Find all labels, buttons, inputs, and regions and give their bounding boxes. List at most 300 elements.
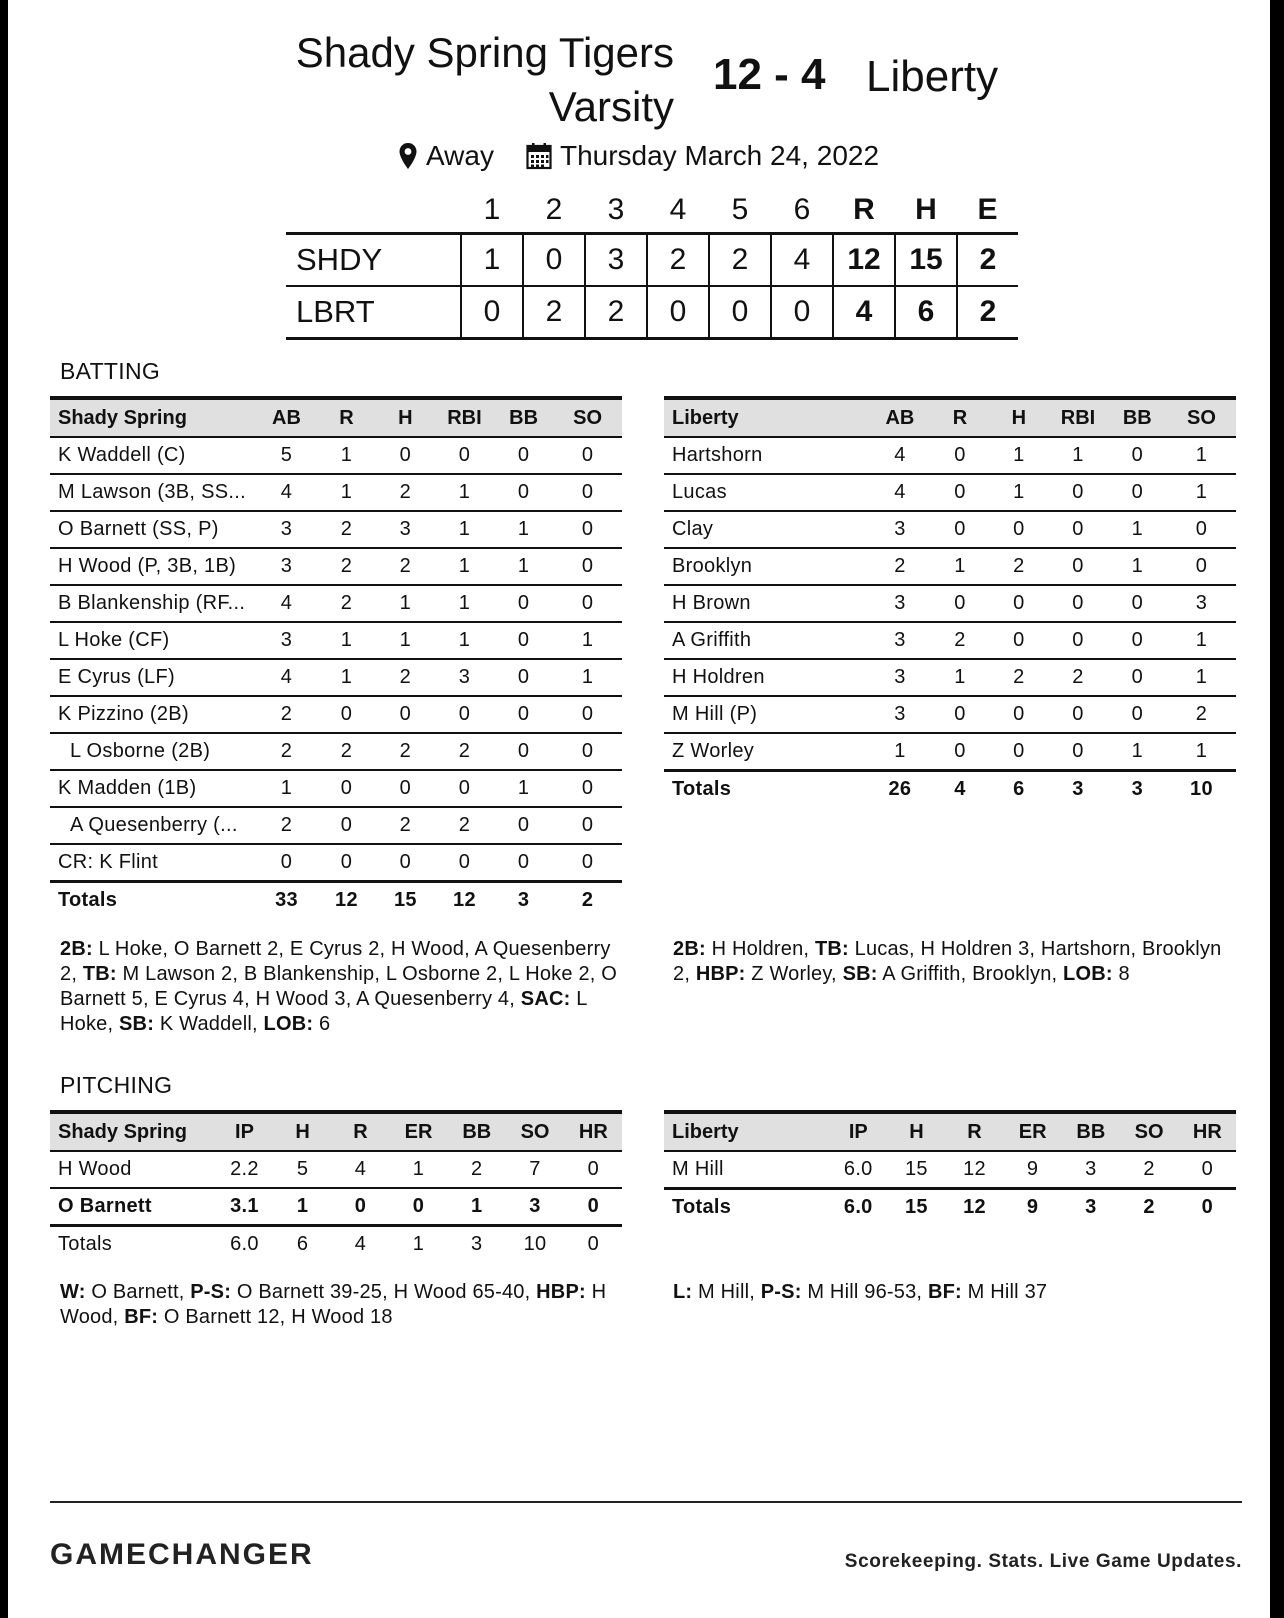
stat-value: 12: [963, 1158, 986, 1180]
total-value: 3: [1085, 1196, 1097, 1218]
player-row: [664, 585, 1236, 622]
stat-value: 1: [894, 740, 906, 762]
note-label: TB:: [82, 963, 117, 985]
stat-value: 1: [1195, 444, 1208, 466]
player-row: [664, 696, 1236, 733]
totals-row: [50, 882, 622, 919]
col-header: AB: [272, 406, 301, 429]
stat-value: 1: [517, 555, 530, 577]
stat-value: 7: [529, 1158, 541, 1180]
inning-score: 3: [585, 234, 647, 287]
inning-score: 4: [771, 234, 833, 287]
col-header: H: [398, 406, 413, 429]
stat-value: 4: [894, 481, 906, 503]
total-value: 12: [963, 1196, 986, 1218]
location-pin-icon: [398, 142, 418, 170]
player-name: H Holdren: [672, 666, 765, 688]
note-label: P-S:: [760, 1281, 802, 1303]
stat-value: 3: [280, 629, 293, 651]
stat-value: 0: [1072, 592, 1084, 614]
calendar-icon: [526, 142, 552, 170]
stat-value: 3: [894, 703, 906, 725]
note-text: L Hoke, O Barnett 2, E Cyrus 2, H Wood, A Quesenberry 2,: [60, 938, 617, 985]
stat-value: 0: [458, 703, 471, 725]
inning-score: 2: [523, 286, 585, 339]
stat-value: 3: [399, 518, 412, 540]
inning-header: 5: [731, 193, 749, 226]
note-text: L Hoke,: [60, 988, 593, 1035]
col-header: HR: [1192, 1120, 1222, 1143]
inning-header: 1: [483, 193, 501, 226]
player-row: [50, 585, 622, 622]
player-row: [50, 548, 622, 585]
stat-value: 4: [894, 444, 906, 466]
stat-value: 1: [458, 592, 471, 614]
player-row: [664, 733, 1236, 771]
player-name: H Wood: [58, 1158, 132, 1180]
player-name: Hartshorn: [672, 444, 763, 466]
total-value: 6.0: [843, 1196, 873, 1218]
stat-value: 0: [954, 481, 966, 503]
stat-value: 0: [1131, 481, 1144, 503]
player-row: [664, 548, 1236, 585]
inning-score: 2: [585, 286, 647, 339]
total-value: 6: [296, 1233, 309, 1255]
stat-value: 3: [894, 592, 906, 614]
stat-value: 0: [517, 703, 530, 725]
linescore-table: [286, 188, 1018, 340]
linescore-team: SHDY: [296, 242, 383, 277]
player-row: [50, 1151, 622, 1188]
stat-value: 2: [399, 740, 412, 762]
col-header: ER: [404, 1120, 433, 1143]
player-name: K Pizzino (2B): [58, 703, 189, 725]
player-row: [664, 437, 1236, 474]
note-label: HBP:: [536, 1281, 586, 1303]
gamechanger-logo: GAMECHANGER: [50, 1538, 314, 1571]
total-value: 0: [587, 1233, 600, 1255]
inning-score: 0: [709, 286, 771, 339]
note-label: SAC:: [520, 988, 571, 1010]
col-header: BB: [1076, 1120, 1106, 1143]
player-name: M Lawson (3B, SS...: [58, 481, 246, 503]
col-header: SO: [1187, 406, 1216, 429]
stat-value: 2: [458, 814, 471, 836]
totals-row: [50, 1226, 622, 1263]
stat-value: 0: [517, 444, 530, 466]
inning-score: 2: [709, 234, 771, 287]
col-header: IP: [235, 1120, 254, 1143]
note-text: O Barnett,: [85, 1281, 191, 1303]
stat-value: 1: [340, 629, 353, 651]
stat-value: 1: [296, 1195, 309, 1217]
stat-value: 0: [581, 814, 594, 836]
player-name: B Blankenship (RF...: [58, 592, 246, 614]
player-row: [664, 511, 1236, 548]
col-header: RBI: [1060, 406, 1096, 429]
stat-value: 2: [280, 740, 293, 762]
stat-value: 4: [280, 666, 293, 688]
game-date: Thursday March 24, 2022: [559, 140, 880, 171]
stat-value: 4: [280, 481, 293, 503]
stat-value: 1: [517, 777, 530, 799]
stat-value: 9: [1026, 1158, 1039, 1180]
stat-value: 3: [1195, 592, 1208, 614]
stat-value: 1: [581, 666, 594, 688]
stat-value: 3: [280, 518, 293, 540]
totals-label: Totals: [672, 778, 732, 800]
inning-score: 0: [647, 286, 709, 339]
totals-row: [664, 771, 1236, 808]
player-row: [50, 696, 622, 733]
stat-value: 4: [280, 592, 293, 614]
total-value: 10: [1190, 778, 1213, 800]
team-header: Shady Spring: [58, 406, 187, 429]
note-text: M Hill,: [692, 1281, 761, 1303]
stat-value: 2: [1195, 703, 1208, 725]
col-header: AB: [885, 406, 915, 429]
col-header: RBI: [447, 406, 482, 429]
stat-value: 1: [1195, 666, 1208, 688]
runs-total: 4: [833, 286, 895, 339]
stat-value: 2: [280, 703, 293, 725]
total-value: 2: [1143, 1196, 1155, 1218]
inning-score: 0: [461, 286, 523, 339]
stat-value: 0: [954, 740, 966, 762]
note-text: M Hill 96-53,: [801, 1281, 928, 1303]
player-name: Brooklyn: [672, 555, 753, 577]
inning-score: 0: [771, 286, 833, 339]
stat-value: 3: [894, 666, 906, 688]
player-row: [50, 844, 622, 882]
stat-value: 1: [340, 444, 353, 466]
stat-value: 0: [458, 851, 471, 873]
stat-value: 0: [1072, 740, 1084, 762]
totals-row: [664, 1189, 1236, 1226]
col-header: SO: [520, 1120, 550, 1143]
col-header: R: [952, 406, 968, 429]
total-value: 3: [1131, 778, 1144, 800]
player-name: K Waddell (C): [58, 444, 186, 466]
player-row: [50, 770, 622, 807]
stat-value: 15: [904, 1158, 928, 1180]
player-row: [50, 622, 622, 659]
note-text: H Holdren,: [705, 938, 815, 960]
home-team-name: [296, 26, 674, 134]
note-text: 6: [313, 1013, 331, 1035]
stat-value: 1: [954, 666, 966, 688]
total-value: 4: [354, 1233, 367, 1255]
errors-total: 2: [957, 286, 1018, 339]
footer-divider: [50, 1501, 1242, 1503]
batting-section-title: BATTING: [60, 358, 161, 384]
stat-value: 0: [1201, 1158, 1214, 1180]
stat-value: 0: [1131, 444, 1144, 466]
player-name: H Brown: [672, 592, 751, 614]
stat-value: 2: [399, 666, 412, 688]
player-name: Z Worley: [672, 740, 755, 762]
inning-header: 4: [669, 193, 687, 226]
note-label: W:: [60, 1281, 86, 1303]
stat-value: 2: [399, 481, 412, 503]
pitching-table-away: [664, 1110, 1236, 1225]
stat-value: 3: [280, 555, 293, 577]
stat-value: 0: [1072, 629, 1084, 651]
note-label: TB:: [814, 938, 849, 960]
total-value: 26: [888, 778, 912, 800]
note-label: LOB:: [263, 1013, 314, 1035]
batting-header-row: [664, 398, 1236, 437]
col-header: H: [295, 1120, 310, 1143]
total-value: 10: [523, 1233, 547, 1255]
note-text: K Waddell,: [154, 1013, 264, 1035]
stat-value: 0: [1131, 666, 1144, 688]
stat-value: 0: [399, 444, 412, 466]
note-label: P-S:: [190, 1281, 232, 1303]
note-text: 8: [1112, 963, 1130, 985]
stat-value: 1: [954, 555, 966, 577]
total-value: 3: [471, 1233, 483, 1255]
stat-value: 0: [412, 1195, 425, 1217]
player-row: [50, 733, 622, 770]
player-name: M Hill (P): [672, 703, 758, 725]
stat-value: 1: [1072, 444, 1084, 466]
stat-value: 1: [471, 1195, 483, 1217]
player-row: [664, 1151, 1236, 1189]
stat-value: 1: [399, 592, 412, 614]
total-value: 2: [581, 889, 594, 911]
total-value: 6: [1013, 778, 1025, 800]
stat-value: 1: [1013, 444, 1025, 466]
pitching-table-home: [50, 1110, 622, 1262]
total-value: 6.0: [230, 1233, 259, 1255]
hits-header: H: [915, 193, 937, 226]
stat-value: 3: [529, 1195, 541, 1217]
stat-value: 0: [399, 777, 412, 799]
stat-value: 1: [1131, 518, 1144, 540]
col-header: H: [1011, 406, 1027, 429]
player-row: [50, 1188, 622, 1226]
stat-value: 2: [399, 555, 412, 577]
stat-value: 0: [1013, 740, 1025, 762]
linescore-team: LBRT: [296, 294, 375, 329]
game-meta: [398, 140, 879, 172]
stat-value: 1: [458, 629, 471, 651]
stat-value: 0: [1013, 629, 1025, 651]
stat-value: 3: [894, 629, 906, 651]
batting-table-away: [664, 396, 1236, 807]
stat-value: 1: [399, 629, 412, 651]
total-value: 3: [1072, 778, 1084, 800]
stat-value: 0: [517, 851, 530, 873]
note-text: Z Worley,: [745, 963, 843, 985]
player-name: H Wood (P, 3B, 1B): [58, 555, 237, 577]
stat-value: 3: [894, 518, 906, 540]
player-name: Lucas: [672, 481, 727, 503]
home-team-line2: Varsity: [548, 83, 674, 130]
stat-value: 1: [340, 481, 353, 503]
total-value: 0: [1201, 1196, 1214, 1218]
stat-value: 2: [471, 1158, 483, 1180]
player-name: A Griffith: [672, 629, 752, 651]
stat-value: 5: [296, 1158, 309, 1180]
batting-table-home: [50, 396, 622, 918]
totals-label: Totals: [58, 889, 118, 911]
stat-value: 0: [587, 1158, 600, 1180]
location-label: Away: [426, 140, 494, 171]
linescore-header-row: [286, 188, 1018, 234]
stat-value: 0: [1013, 592, 1025, 614]
stat-value: 0: [340, 814, 353, 836]
inning-score: 2: [647, 234, 709, 287]
player-row: [50, 511, 622, 548]
stat-value: 3: [458, 666, 471, 688]
stat-value: 0: [581, 444, 594, 466]
stat-value: 1: [517, 518, 530, 540]
pitching-header-row: [50, 1112, 622, 1151]
batting-notes-home: [60, 937, 623, 1037]
stat-value: 0: [1072, 481, 1084, 503]
stat-value: 0: [581, 555, 594, 577]
stat-value: 0: [340, 851, 353, 873]
player-row: [50, 474, 622, 511]
player-name: L Hoke (CF): [58, 629, 170, 651]
total-value: 33: [275, 889, 298, 911]
stat-value: 3: [1085, 1158, 1097, 1180]
stat-value: 2: [340, 555, 353, 577]
inning-header: 2: [545, 193, 563, 226]
note-label: 2B:: [673, 938, 706, 960]
totals-label: Totals: [672, 1196, 732, 1218]
stat-value: 0: [399, 703, 412, 725]
stat-value: 2: [1013, 555, 1025, 577]
stat-value: 2: [1013, 666, 1025, 688]
total-value: 1: [412, 1233, 425, 1255]
note-label: SB:: [119, 1013, 155, 1035]
player-name: A Quesenberry (...: [70, 814, 238, 836]
stat-value: 1: [340, 666, 353, 688]
final-score: 12 - 4: [713, 50, 826, 99]
note-text: A Griffith, Brooklyn,: [877, 963, 1064, 985]
col-header: R: [339, 406, 354, 429]
inning-header: 6: [793, 193, 811, 226]
total-value: 9: [1026, 1196, 1039, 1218]
stat-value: 1: [581, 629, 594, 651]
stat-value: 0: [399, 851, 412, 873]
player-name: M Hill: [672, 1158, 724, 1180]
stat-value: 0: [954, 518, 966, 540]
note-label: BF:: [124, 1306, 159, 1328]
stat-value: 0: [340, 777, 353, 799]
away-team-name: Liberty: [866, 52, 999, 101]
stat-value: 1: [280, 777, 293, 799]
total-value: 3: [517, 889, 530, 911]
stat-value: 0: [1072, 518, 1084, 540]
stat-value: 0: [517, 629, 530, 651]
note-text: O Barnett 39-25, H Wood 65-40,: [231, 1281, 537, 1303]
stat-value: 1: [1195, 740, 1208, 762]
stat-value: 0: [354, 1195, 367, 1217]
stat-value: 0: [517, 592, 530, 614]
stat-value: 2: [954, 629, 966, 651]
note-label: 2B:: [60, 938, 93, 960]
col-header: R: [967, 1120, 982, 1143]
pitching-notes-home: [60, 1280, 620, 1330]
stat-value: 0: [581, 592, 594, 614]
stat-value: 0: [581, 481, 594, 503]
inning-header: 3: [607, 193, 625, 226]
stat-value: 0: [1131, 592, 1144, 614]
stat-value: 0: [458, 777, 471, 799]
runs-total: 12: [833, 234, 895, 287]
pitching-header-row: [664, 1112, 1236, 1151]
stat-value: 2: [340, 592, 353, 614]
team-header: Liberty: [672, 1120, 739, 1143]
stat-value: 0: [1013, 703, 1025, 725]
col-header: ER: [1018, 1120, 1047, 1143]
stat-value: 1: [458, 555, 471, 577]
player-row: [50, 437, 622, 474]
col-header: BB: [509, 406, 539, 429]
total-value: 4: [954, 778, 966, 800]
note-text: M Lawson 2, B Blankenship, L Osborne 2, L Hoke 2, O Barnett 5, E Cyrus 4, H Wood 3, A Quesenberry 4,: [60, 963, 623, 1010]
player-row: [664, 659, 1236, 696]
stat-value: 0: [1013, 518, 1025, 540]
stat-value: 2: [280, 814, 293, 836]
player-name: E Cyrus (LF): [58, 666, 175, 688]
col-header: IP: [848, 1120, 868, 1143]
stat-value: 0: [1195, 518, 1208, 540]
stat-value: 1: [458, 481, 471, 503]
stat-value: 2: [1143, 1158, 1155, 1180]
note-text: Lucas, H Holdren 3, Hartshorn, Brooklyn 2,: [673, 938, 1228, 985]
col-header: R: [353, 1120, 368, 1143]
total-value: 15: [904, 1196, 928, 1218]
stat-value: 0: [1131, 703, 1144, 725]
col-header: HR: [578, 1120, 608, 1143]
note-label: SB:: [842, 963, 878, 985]
stat-value: 0: [340, 703, 353, 725]
home-team-line1: Shady Spring Tigers: [295, 29, 674, 76]
stat-value: 1: [1131, 555, 1144, 577]
col-header: BB: [462, 1120, 492, 1143]
stat-value: 2.2: [230, 1158, 259, 1180]
note-text: O Barnett 12, H Wood 18: [158, 1306, 393, 1328]
player-row: [50, 659, 622, 696]
col-header: SO: [573, 406, 603, 429]
stat-value: 0: [1072, 703, 1084, 725]
team-header: Liberty: [672, 406, 739, 429]
total-value: 12: [453, 889, 476, 911]
stat-value: 0: [581, 518, 594, 540]
stat-value: 5: [280, 444, 293, 466]
note-label: L:: [673, 1281, 693, 1303]
stat-value: 1: [458, 518, 471, 540]
stat-value: 2: [399, 814, 412, 836]
player-row: [50, 807, 622, 844]
note-text: M Hill 37: [961, 1281, 1048, 1303]
stat-value: 0: [954, 592, 966, 614]
stat-value: 3.1: [230, 1195, 259, 1217]
hits-total: 6: [895, 286, 957, 339]
note-label: LOB:: [1063, 963, 1113, 985]
stat-value: 0: [581, 777, 594, 799]
stat-value: 0: [954, 703, 966, 725]
stat-value: 0: [458, 444, 471, 466]
runs-header: R: [853, 193, 875, 226]
footer-tagline: Scorekeeping. Stats. Live Game Updates.: [844, 1551, 1242, 1572]
linescore-row-away: [286, 286, 1018, 339]
